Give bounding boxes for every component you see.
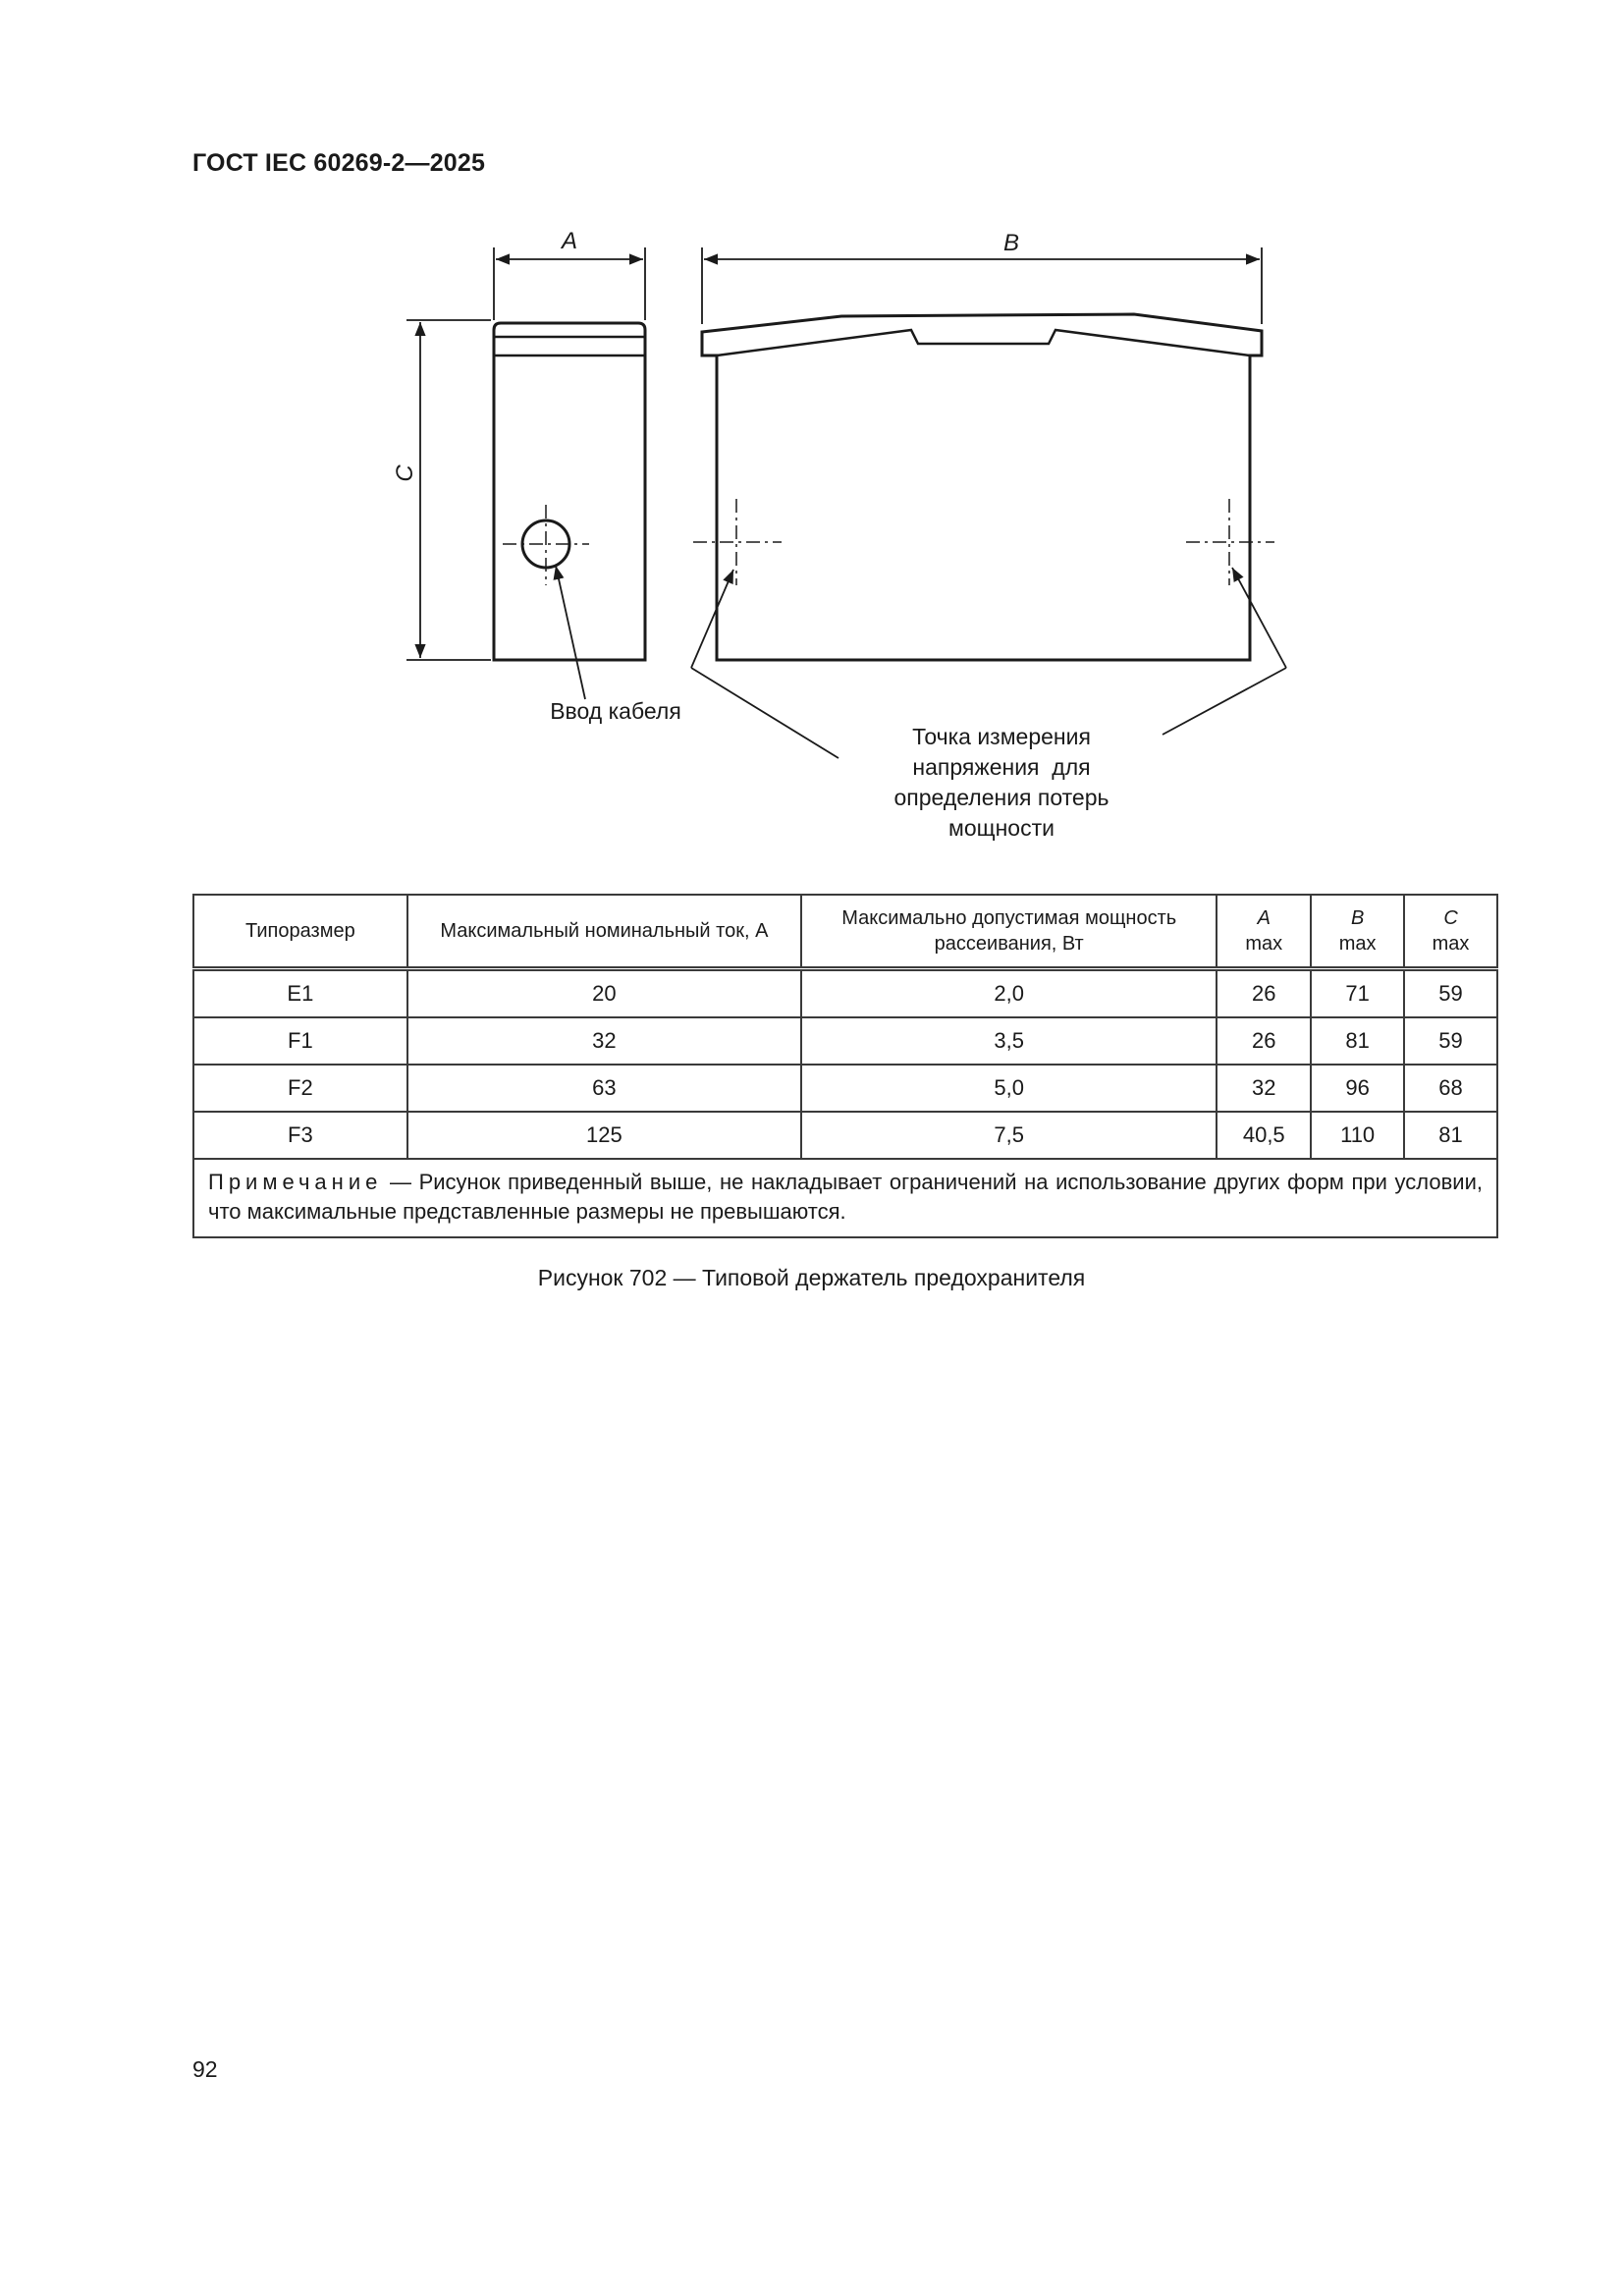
header-size: Типоразмер (193, 895, 407, 969)
header-b-max: max (1338, 933, 1377, 955)
header-power: Максимально допустимая мощность рассеивания, Вт (801, 895, 1217, 969)
table-row (193, 1065, 1497, 1112)
cell-c: 59 (1404, 969, 1497, 1018)
front-view (693, 314, 1274, 660)
measurement-point-label-line-3: определения потерь (893, 785, 1109, 810)
header-a-letter: A (1257, 907, 1271, 929)
header-c-letter: C (1443, 907, 1458, 929)
fuse-holder-dimensions-table (192, 894, 1498, 1238)
cell-power: 7,5 (801, 1112, 1217, 1159)
measurement-point-label-line-1: Точка измерения (912, 724, 1091, 749)
cell-a: 32 (1217, 1065, 1311, 1112)
note-label: Примечание (208, 1170, 383, 1194)
cell-b: 96 (1311, 1065, 1404, 1112)
header-c-max: max (1432, 933, 1470, 955)
cell-current: 20 (407, 969, 801, 1018)
page-number: 92 (192, 2056, 218, 2082)
header-current: Максимальный номинальный ток, А (407, 895, 801, 969)
cell-a: 40,5 (1217, 1112, 1311, 1159)
standard-header: ГОСТ IEC 60269-2—2025 (192, 149, 486, 177)
table-row (193, 1017, 1497, 1065)
cell-power: 5,0 (801, 1065, 1217, 1112)
cell-a: 26 (1217, 1017, 1311, 1065)
cell-c: 68 (1404, 1065, 1497, 1112)
header-c (1404, 895, 1497, 969)
cell-current: 63 (407, 1065, 801, 1112)
figure-caption: Рисунок 702 — Типовой держатель предохранителя (537, 1265, 1086, 1290)
cell-size: E1 (193, 969, 407, 1018)
cell-current: 32 (407, 1017, 801, 1065)
cell-size: F3 (193, 1112, 407, 1159)
dimension-lines (406, 247, 1262, 660)
cable-entry-label: Ввод кабеля (550, 698, 681, 724)
dimension-a-label: A (561, 228, 578, 254)
cell-c: 59 (1404, 1017, 1497, 1065)
cell-power: 3,5 (801, 1017, 1217, 1065)
table-row (193, 969, 1497, 1018)
header-a (1217, 895, 1311, 969)
dimension-c-label: C (392, 465, 418, 482)
table-note (193, 1159, 1497, 1237)
cell-b: 81 (1311, 1017, 1404, 1065)
cell-power: 2,0 (801, 969, 1217, 1018)
header-a-max: max (1245, 933, 1283, 955)
measurement-point-label-line-2: напряжения для (912, 754, 1091, 780)
cell-size: F2 (193, 1065, 407, 1112)
header-b-letter: B (1350, 907, 1365, 929)
fuse-holder-drawing (0, 0, 1623, 884)
cell-current: 125 (407, 1112, 801, 1159)
measurement-point-label-line-4: мощности (948, 815, 1055, 841)
side-view (494, 323, 645, 660)
note-text: — Рисунок приведенный выше, не накладывает ограничений на использование других форм при условии, что максимальные представленные размеры не превышаются. (208, 1170, 1483, 1224)
dimension-b-label: B (1002, 230, 1020, 256)
cell-c: 81 (1404, 1112, 1497, 1159)
cell-size: F1 (193, 1017, 407, 1065)
cell-a: 26 (1217, 969, 1311, 1018)
table-row (193, 1112, 1497, 1159)
header-b (1311, 895, 1404, 969)
table-header-row (193, 895, 1497, 969)
table-note-row (193, 1159, 1497, 1237)
cell-b: 110 (1311, 1112, 1404, 1159)
cell-b: 71 (1311, 969, 1404, 1018)
